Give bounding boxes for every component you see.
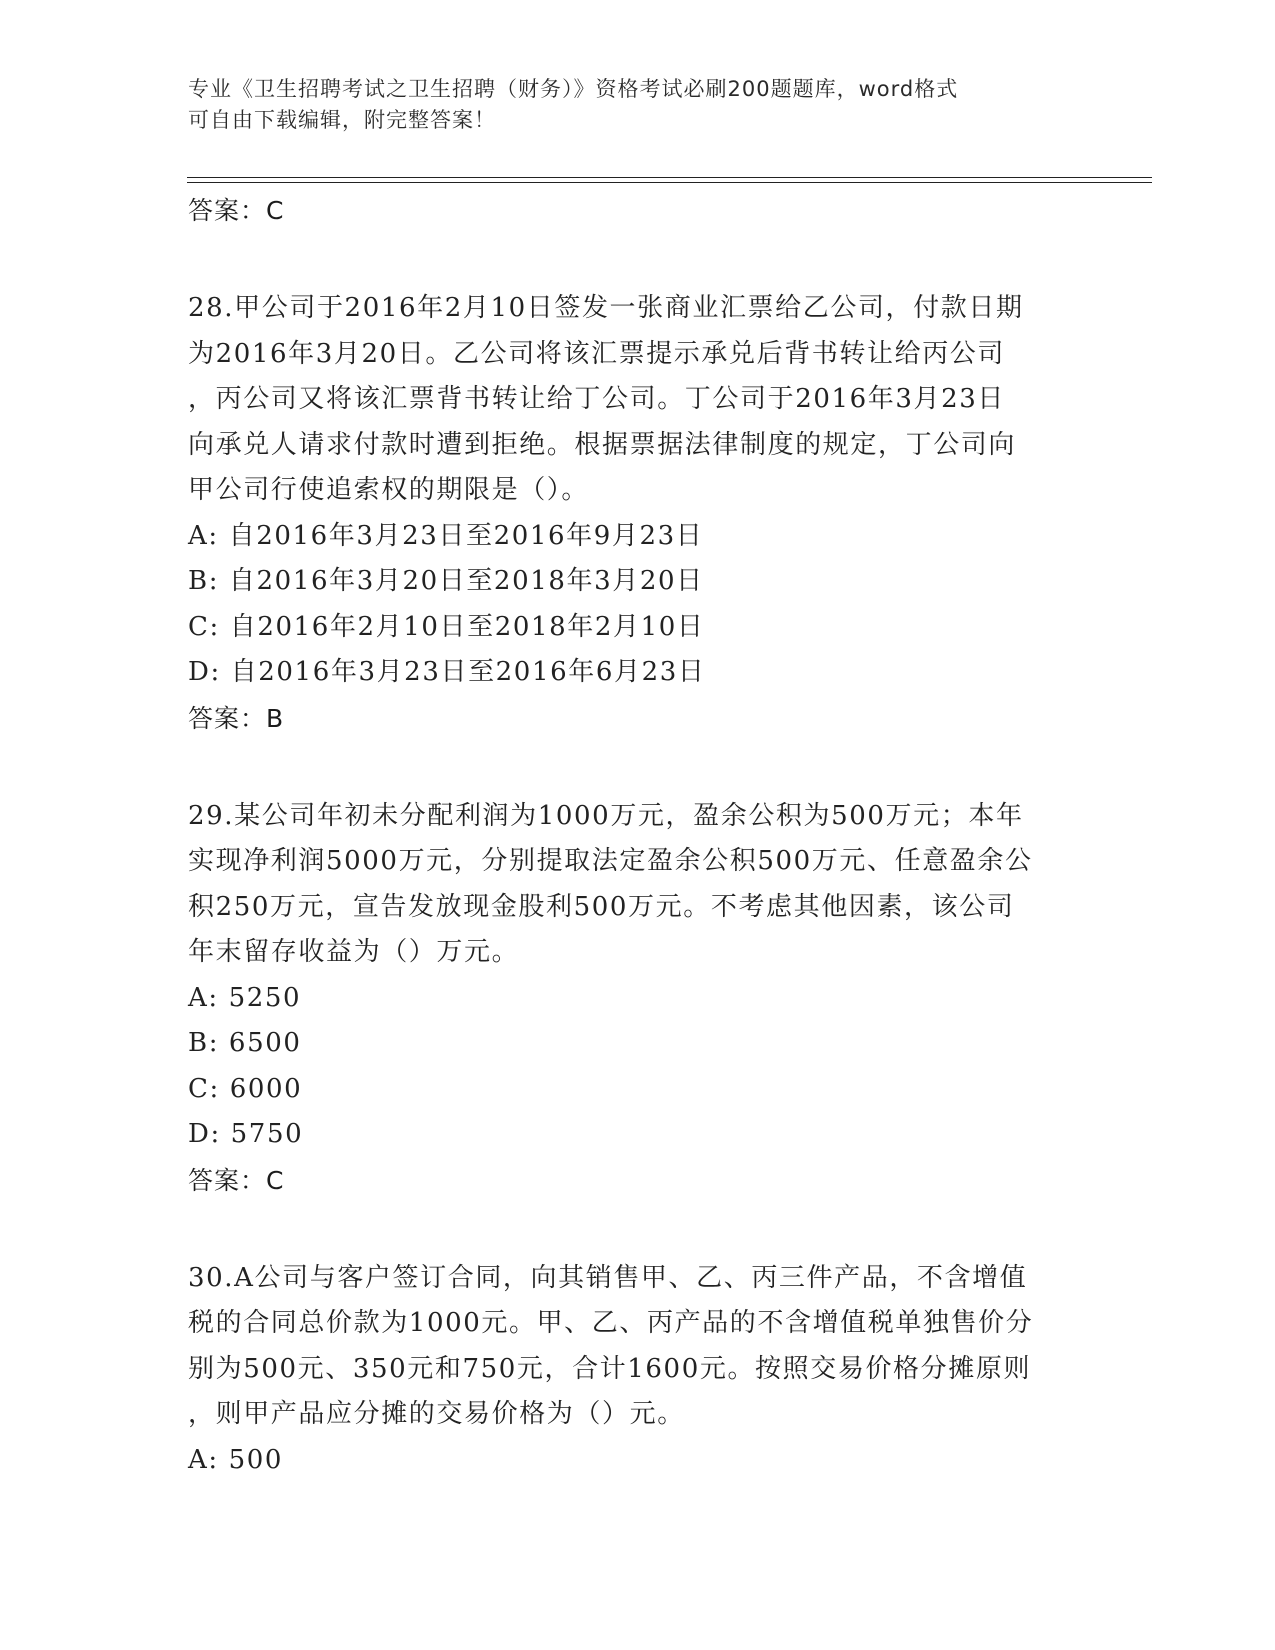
question-line: 税的合同总价款为1000元。甲、乙、丙产品的不含增值税单独售价分 <box>188 1308 1034 1338</box>
answer: 答案：C <box>188 1165 285 1195</box>
option-d: D: 自2016年3月23日至2016年6月23日 <box>188 657 706 687</box>
option-b: B: 6500 <box>188 1028 302 1058</box>
option-c: C: 自2016年2月10日至2018年2月10日 <box>188 611 705 642</box>
question-line: 积250万元，宣告发放现金股利500万元。不考虑其他因素，该公司 <box>188 891 1015 922</box>
option-b: B: 自2016年3月20日至2018年3月20日 <box>188 566 704 596</box>
question-line: 年末留存收益为（）万元。 <box>188 937 520 967</box>
document-header <box>188 74 1068 136</box>
option-c: C: 6000 <box>188 1073 303 1104</box>
option-a: A: 500 <box>188 1444 284 1475</box>
question-line: ，则甲产品应分摊的交易价格为（）元。 <box>188 1399 685 1429</box>
option-a: A: 5250 <box>188 982 302 1013</box>
answer: 答案：B <box>188 703 285 733</box>
document-body <box>188 188 1088 1483</box>
question-line: 甲公司行使追索权的期限是（）。 <box>188 475 590 505</box>
question-line: 向承兑人请求付款时遭到拒绝。根据票据法律制度的规定，丁公司向 <box>188 429 1017 460</box>
header-rule-bottom <box>187 182 1152 183</box>
header-rule-top <box>187 177 1152 178</box>
previous-answer: 答案：C <box>188 196 285 225</box>
header-line-2: 可自由下载编辑，附完整答案！ <box>188 108 496 132</box>
question-line: 30.A公司与客户签订合同，向其销售甲、乙、丙三件产品，不含增值 <box>188 1262 1028 1293</box>
header-line-1: 专业《卫生招聘考试之卫生招聘（财务）》资格考试必刷200题题库，word格式 <box>188 77 959 101</box>
question-line: 实现净利润5000万元，分别提取法定盈余公积500万元、任意盈余公 <box>188 846 1033 876</box>
question-line: ，丙公司又将该汇票背书转让给丁公司。丁公司于2016年3月23日 <box>188 384 1005 414</box>
question-line: 为2016年3月20日。乙公司将该汇票提示承兑后背书转让给丙公司 <box>188 338 1005 369</box>
option-d: D: 5750 <box>188 1119 304 1149</box>
question-line: 28.甲公司于2016年2月10日签发一张商业汇票给乙公司，付款日期 <box>188 293 1024 323</box>
question-line: 29.某公司年初未分配利润为1000万元，盈余公积为500万元；本年 <box>188 800 1024 831</box>
option-a: A: 自2016年3月23日至2016年9月23日 <box>188 520 704 551</box>
question-29 <box>188 794 1088 1204</box>
question-line: 别为500元、350元和750元，合计1600元。按照交易价格分摊原则 <box>188 1353 1032 1384</box>
question-28 <box>188 286 1088 742</box>
question-30 <box>188 1256 1088 1484</box>
